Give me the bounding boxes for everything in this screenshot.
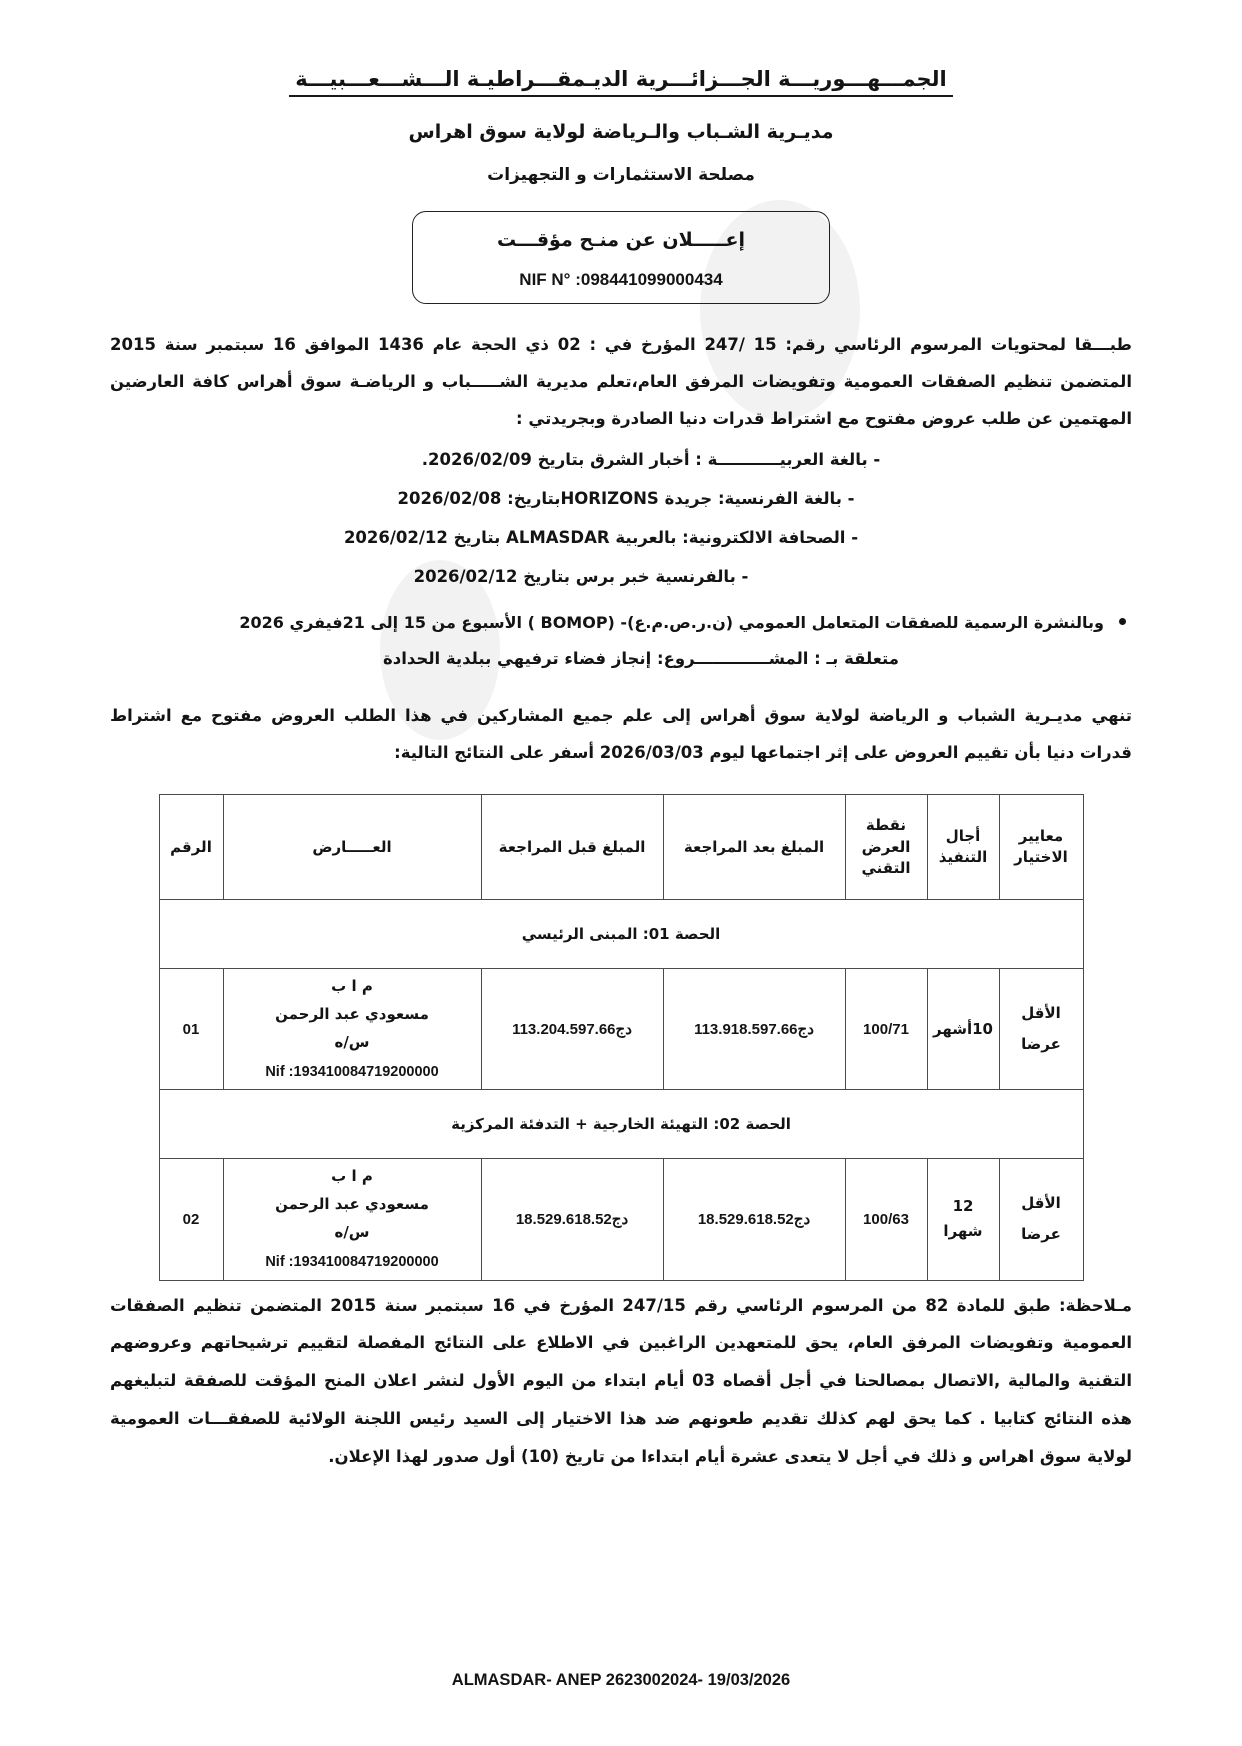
results-table: [159, 794, 1084, 1280]
cell-delay: 10أشهر: [927, 969, 999, 1090]
col-header-criteria: معايير الاختيار: [999, 795, 1083, 900]
col-header-amount-before: المبلغ قبل المراجعة: [481, 795, 663, 900]
lot-heading-row: [159, 1090, 1083, 1159]
press-line-electronic-arabic: - الصحافة الالكترونية: بالعربية ALMASDAR بتاريخ 2026/02/12: [343, 527, 859, 547]
document-body: [0, 326, 1242, 773]
criteria-line-1: الأقل: [1021, 1003, 1061, 1022]
lot-label-2: الحصة 02: التهيئة الخارجية + التدفئة المركزية: [159, 1090, 1083, 1159]
press-line-arabic: - بالغة العربيـــــــــــة : أخبار الشرق بتاريخ 2026/02/09.: [421, 450, 881, 470]
footnote-text: طبق للمادة 82 من المرسوم الرئاسي رقم 247/15 المؤرخ في 16 سبتمبر سنة 2015 المتضمن تنظيم الصفقات العمومية وتفويضات المرفق العام، يحق للمتعهدين الراغبين في الاطلاع على النتائج المفصلة لتقييم ترشيحاتهم وعروضهم التقنية والمالية ,الاتصال بمصالحنا في أجل أقصاه 03 أيام ابتداء من اليوم الأول لنشر اعلان المنح المؤقت للصفقة لتبليغهم هذه النتائج كتابيا . كما يحق لهم كذلك تقديم طعونهم ضد هذا الاختيار إلى السيد رئيس اللجنة الولائية للصفقـــات العمومية لولاية سوق اهراس و ذلك في أجل لا يتعدى عشرة أيام ابتداءا من تاريخ (10) أول صدور لهذا الإعلان.: [110, 1295, 1132, 1467]
bomop-text: وبالنشرة الرسمية للصفقات المتعامل العمومي (ن.ر.ص.م.ع)- (BOMOP ) الأسبوع من 15 إلى 21فيفري 2026: [239, 613, 1104, 633]
announcement-box: [412, 211, 830, 304]
announcement-title: إعـــــلان عن منـح مؤقـــت: [497, 229, 745, 252]
amount-before-value: 18.529.618.52دج: [515, 1211, 629, 1229]
press-line-french: - بالغة الفرنسية: جريدة HORIZONSبتاريخ: 2026/02/08: [397, 488, 855, 508]
bidder-line-2: مسعودي عبد الرحمن: [275, 1005, 429, 1024]
col-header-score: نقطة العرض التقني: [845, 795, 927, 900]
bidder-line-1: م ا ب: [331, 1167, 373, 1186]
project-line: متعلقة بـ : المشـــــــــــــروع: إنجاز فضاء ترفيهي ببلدية الحدادة: [383, 648, 899, 668]
cell-bidder: [223, 1159, 481, 1280]
table-row: [159, 969, 1083, 1090]
bidder-nif: Nif :193410084719200000: [265, 1063, 439, 1080]
table-row: [159, 1159, 1083, 1280]
directorate-title: مديـرية الشـباب والـرياضة لولاية سوق اهراس: [408, 121, 834, 144]
cell-criteria: [999, 969, 1083, 1090]
bidder-line-3: س/ه: [334, 1032, 370, 1051]
amount-before-value: 113.204.597.66دج: [512, 1021, 632, 1039]
criteria-line-1: الأقل: [1021, 1193, 1061, 1212]
cell-criteria: [999, 1159, 1083, 1280]
col-header-amount-after: المبلغ بعد المراجعة: [663, 795, 845, 900]
cell-amount-before: [481, 969, 663, 1090]
cell-score: 100/63: [845, 1159, 927, 1280]
delay-line-2: شهرا: [943, 1222, 983, 1241]
cell-row-number: 01: [159, 969, 223, 1090]
bomop-line: [110, 606, 1132, 640]
table-header-row: [159, 795, 1083, 900]
document-header: [0, 0, 1242, 185]
cell-row-number: 02: [159, 1159, 223, 1280]
criteria-line-2: عرضا: [1021, 1225, 1061, 1244]
amount-after-value: 113.918.597.66دج: [694, 1021, 814, 1039]
notice-paragraph: تنهي مديـرية الشباب و الرياضة لولاية سوق أهراس إلى علم جميع المشاركين في هذا الطلب العروض مفتوح مع اشتراط قدرات دنيا بأن تقييم العروض على إثر اجتماعها ليوم 2026/03/03 أسفر على النتائج التالية:: [110, 705, 1132, 763]
col-header-number: الرقم: [159, 795, 223, 900]
bidder-line-3: س/ه: [334, 1222, 370, 1241]
footnote-block: [0, 1287, 1242, 1477]
cell-amount-after: [663, 1159, 845, 1280]
bidder-line-2: مسعودي عبد الرحمن: [275, 1195, 429, 1214]
lot-heading-row: [159, 900, 1083, 969]
cell-bidder: [223, 969, 481, 1090]
intro-paragraph: طبـــقا لمحتويات المرسوم الرئاسي رقم: 15 /247 المؤرخ في : 02 ذي الحجة عام 1436 الموافق 16 سبتمبر سنة 2015 المتضمن تنظيم الصفقات العمومية وتفويضات المرفق العام،تعلم مديرية الشـــــباب و الرياضـة سوق أهراس كافة العارضين المهتمين عن طلب عروض مفتوح مع اشتراط قدرات دنيا الصادرة وبجريدتي :: [110, 334, 1132, 429]
press-line-electronic-french: - بالفرنسية خبر برس بتاريخ 2026/02/12: [413, 566, 749, 586]
bullet-dot-icon: [1119, 618, 1126, 625]
bidder-nif: Nif :193410084719200000: [265, 1253, 439, 1270]
amount-after-value: 18.529.618.52دج: [697, 1211, 811, 1229]
footnote-label: مـلاحظة:: [1059, 1295, 1132, 1315]
col-header-bidder: العـــــارض: [223, 795, 481, 900]
col-header-delay: أجال التنفيذ: [927, 795, 999, 900]
delay-line-1: 12: [952, 1196, 974, 1215]
announcement-nif: NIF N° :098441099000434: [519, 269, 723, 289]
lot-label-1: الحصة 01: المبنى الرئيسي: [159, 900, 1083, 969]
cell-delay: [927, 1159, 999, 1280]
footnote-paragraph: [110, 1287, 1132, 1477]
document-footer: ALMASDAR- ANEP 2623002024- 19/03/2026: [451, 1671, 791, 1689]
criteria-line-2: عرضا: [1021, 1035, 1061, 1054]
cell-amount-before: [481, 1159, 663, 1280]
service-title: مصلحة الاستثمارات و التجهيزات: [487, 165, 755, 186]
bidder-line-1: م ا ب: [331, 977, 373, 996]
cell-amount-after: [663, 969, 845, 1090]
cell-score: 100/71: [845, 969, 927, 1090]
republic-title: الجمـــهـــوريـــة الجـــزائـــرية الديـمقـــراطيـة الـــشـــعـــبيـــة: [289, 66, 953, 97]
